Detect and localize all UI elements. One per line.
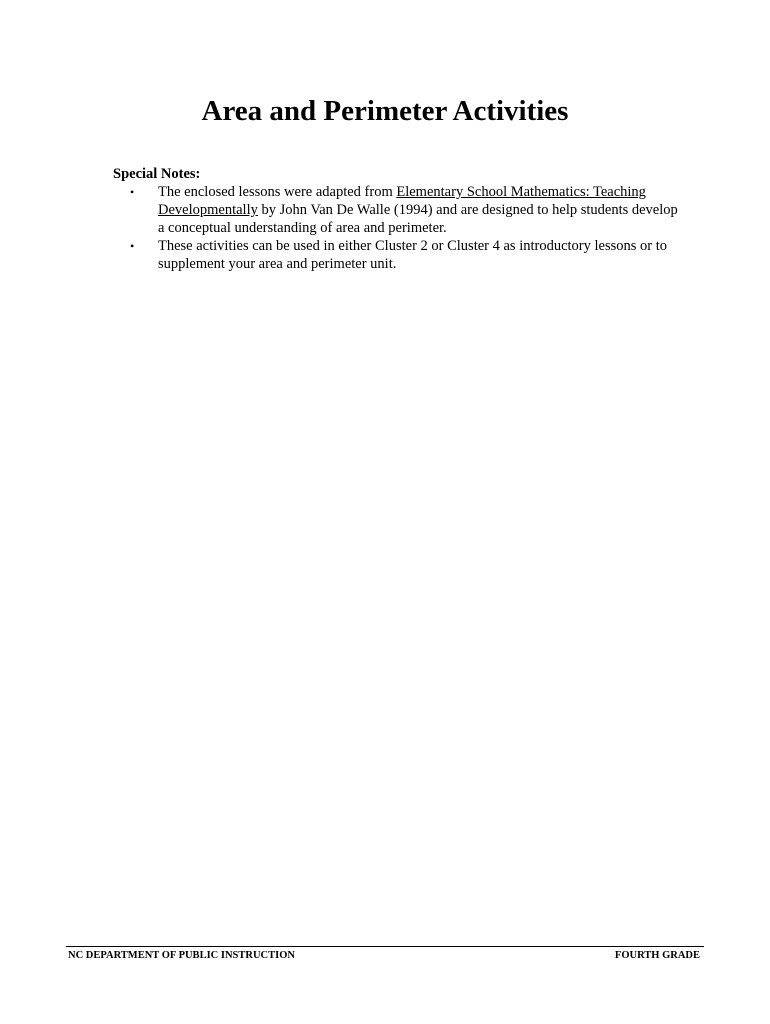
- bullet-icon: •: [130, 185, 135, 199]
- footer-grade: FOURTH GRADE: [614, 950, 700, 961]
- note-item-2: [113, 237, 683, 273]
- special-notes-heading: Special Notes:: [113, 166, 201, 182]
- note-item-1: [113, 183, 683, 237]
- special-notes-list: [113, 183, 683, 273]
- note-text: These activities can be used in either Cluster 2 or Cluster 4 as introductory lessons or to supplement your area and perimeter unit.: [158, 238, 667, 272]
- book-title: Elementary School Mathematics: Teaching Developmentally: [158, 184, 646, 218]
- footer-department: NC DEPARTMENT OF PUBLIC INSTRUCTION: [68, 950, 295, 961]
- footer-divider: [66, 946, 704, 947]
- note-text-before: The enclosed lessons were adapted from: [158, 184, 397, 200]
- bullet-icon: •: [130, 239, 135, 253]
- page-title: Area and Perimeter Activities: [201, 95, 569, 127]
- note-text-after: by John Van De Walle (1994) and are designed to help students develop a conceptual understanding of area and perimeter.: [158, 202, 678, 236]
